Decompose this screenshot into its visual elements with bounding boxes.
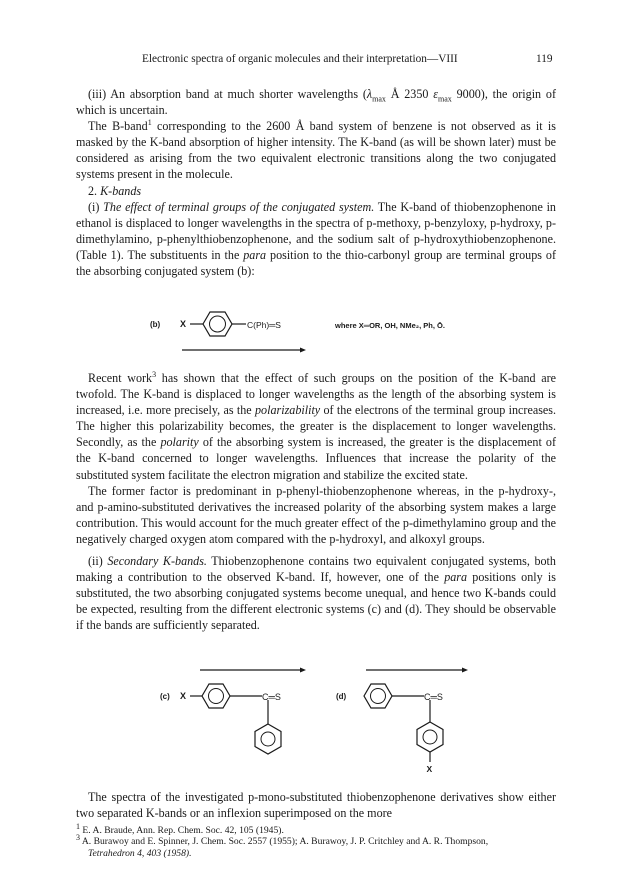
footnote-ref: 1: [147, 118, 152, 128]
formula-c-cs: C═S: [262, 692, 281, 702]
section-heading: 2. K-bands: [88, 183, 142, 198]
paragraph-former-factor: The former factor is predominant in p-phenyl-thiobenzophenone whereas, in the p-hydroxy-, and p-amino-substituted derivatives the increased polarity of the absorbing system makes a large contribution. This would account for the much greater effect of the p-dimethylamino group and the negatively charged oxygen atom compared with the p-hydroxyl, and alkoxyl groups.: [76, 483, 556, 546]
paragraph-b-band: The B-band$^1$ corresponding to the 2600 Å band system of benzene is not observed as it is masked by the K-band absorption of higher intensity. The K-band (as will be shown later) must be considered as arising from the two equivalent electronic transitions along the two conjugated systems present in the molecule.: [76, 118, 556, 182]
footnotes: [76, 821, 556, 859]
page-number: 119: [536, 53, 553, 65]
text-block-bottom: [76, 789, 556, 821]
formulas-c-d: [0, 660, 624, 778]
footnote-ref: 3: [152, 369, 157, 379]
footnote-1: $^1$ E. A. Braude, Ann. Rep. Chem. Soc. 42, 105 (1945).: [76, 821, 284, 836]
formula-b-x: X: [180, 319, 187, 329]
formula-d-label: (d): [336, 692, 347, 701]
formula-b: [0, 300, 624, 356]
paragraph-recent-work: Recent work$^3$ has shown that the effect of such groups on the position of the K-band are twofold. The K-band is displaced to longer wavelengths as the length of the absorbing system is increased, i.e. more precisely, as the polarizability of the electrons of the terminal group increases. The higher this polarizability becomes, the greater is the displacement to longer wavelengths. Secondly, as the polarity of the absorbing system is increased, the greater is the displacement of the K-band concerned to longer wavelengths. Influences that increase the polarity of the substituted system facilitate the electron migration and stabilize the excited state.: [76, 369, 557, 482]
aromatic-circle: [210, 316, 226, 332]
paragraph-spectra: The spectra of the investigated p-mono-substituted thiobenzophenone derivatives show either two separated K-bands or an inflexion superimposed on the more: [76, 790, 556, 821]
formula-c-x: X: [180, 691, 187, 701]
formula-d-x: X: [426, 764, 433, 774]
footnote-3-continued: Tetrahedron 4, 403 (1958).: [88, 847, 192, 859]
running-title: Electronic spectra of organic molecules and their interpretation—VIII: [142, 53, 458, 65]
text-block-top: [76, 86, 556, 279]
paragraph-iii: (iii) An absorption band at much shorter wavelengths ($\lambda_{max}$ Å 2350 $\varepsilon_{max}$ 9000), the origin of which is uncertain.: [76, 87, 556, 118]
formula-d-cs: C═S: [424, 692, 443, 702]
paragraph-i: (i) The effect of terminal groups of the conjugated system. The K-band of thiobenzophenone in ethanol is displaced to longer wavelengths in the spectra of p-methoxy, p-benzyloxy, p-hydroxy, p-dimethylamino, p-phenylthiobenzophenone, and the sodium salt of p-hydroxythiobenzophenone. (Table 1). The substituents in the para position to the thio-carbonyl group are terminal groups of the absorbing conjugated system (b):: [76, 199, 556, 279]
paragraph-ii: (ii) Secondary K-bands. Thiobenzophenone contains two equivalent conjugated systems, both making a contribution to the observed K-band. If, however, one of the para positions only is substituted, the two absorbing conjugated systems become unequal, and hence two K-bands could be expected, resulting from the different electronic systems (c) and (d). They should be observable if the bands are sufficiently separated.: [76, 554, 556, 633]
footnote-3: $^3$ A. Burawoy and E. Spinner, J. Chem. Soc. 2557 (1955); A. Burawoy, J. P. Critchley and A. R. Thompson,: [76, 833, 489, 848]
formula-b-group: C(Ph)═S: [247, 320, 281, 330]
formula-c-label: (c): [160, 692, 170, 701]
formula-b-label: (b): [150, 320, 161, 329]
running-header: [0, 53, 624, 69]
formula-b-where: where X═OR, OH, NMe₂, Ph, Ō.: [335, 321, 445, 330]
text-block-middle: [76, 370, 556, 634]
